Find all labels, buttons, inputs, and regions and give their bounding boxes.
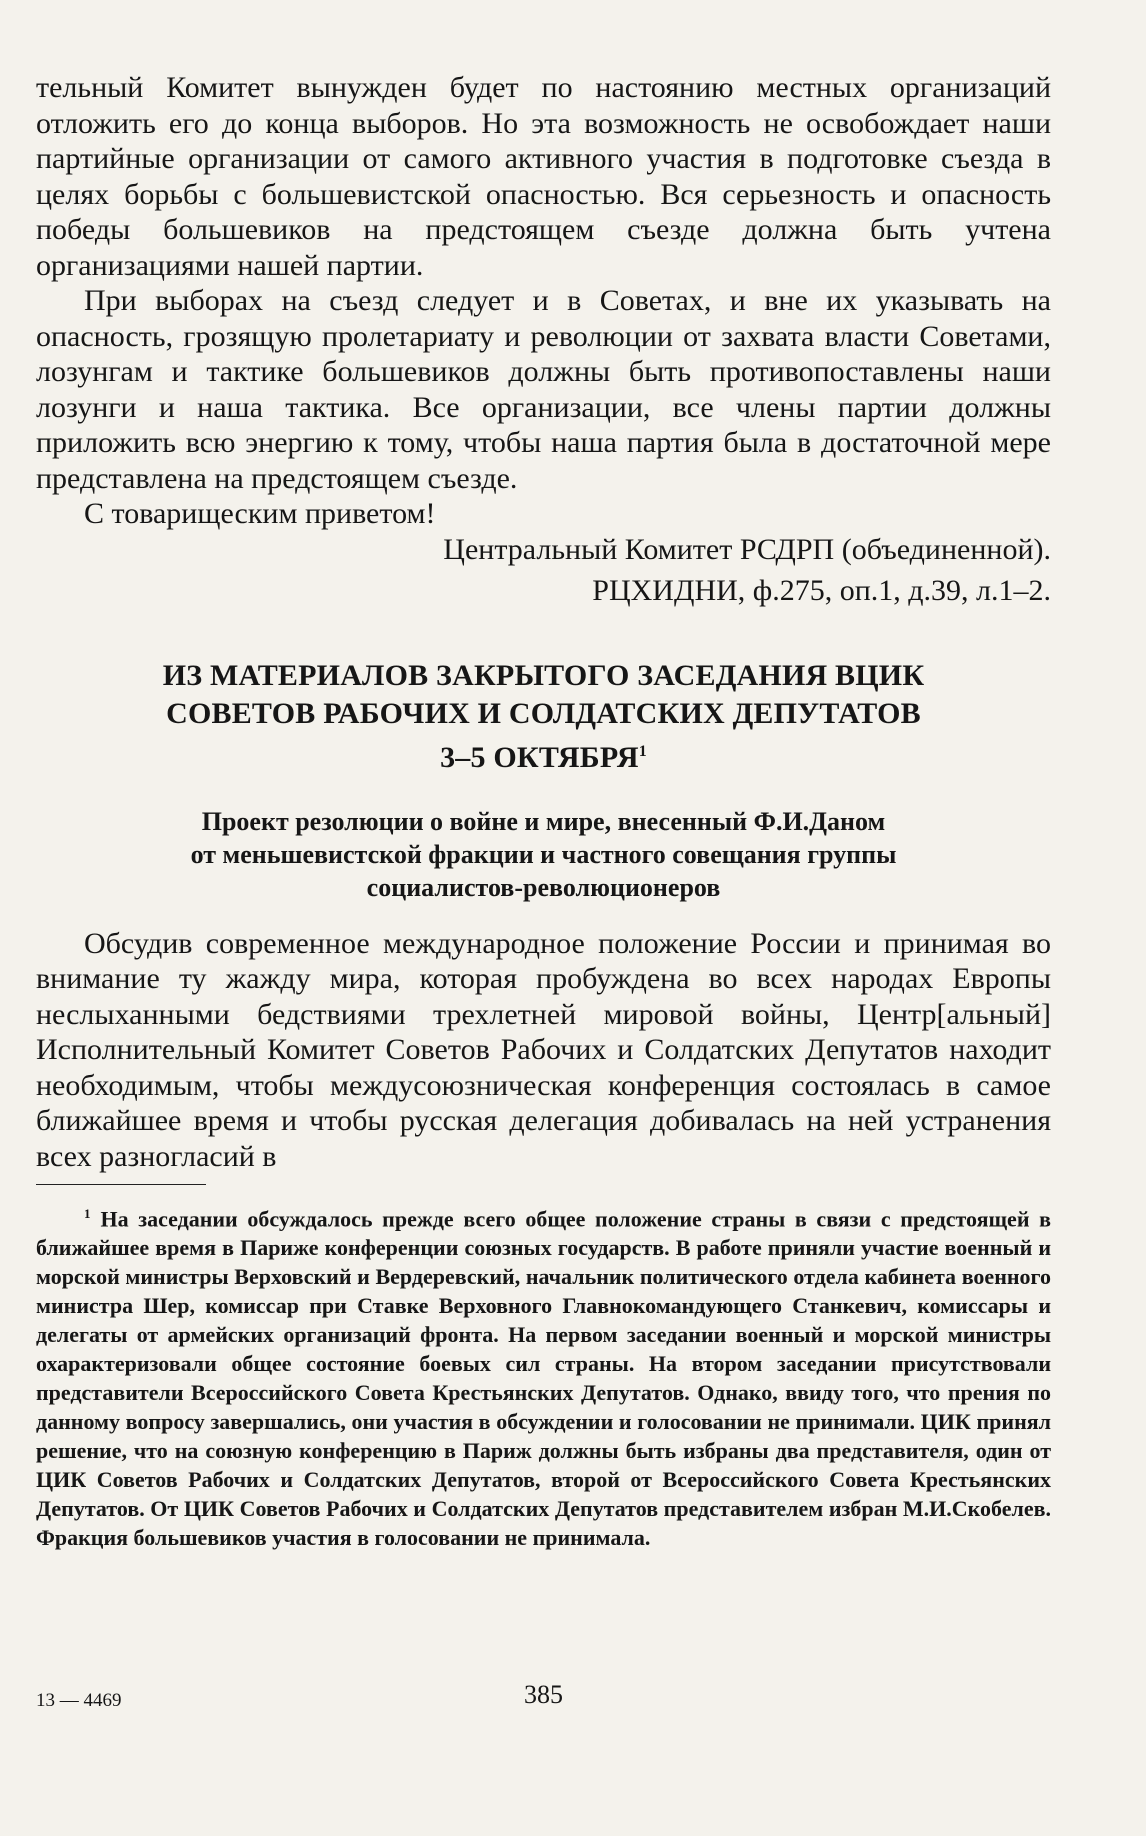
footnote-divider xyxy=(36,1184,206,1185)
printer-signature-code: 13 — 4469 xyxy=(36,1690,122,1711)
salutation: С товарищеским приветом! xyxy=(84,497,436,530)
subheading-line-1: Проект резолюции о войне и мире, внесенный Ф.И.Даном xyxy=(201,806,886,836)
elections-paragraph: При выборах на съезд следует и в Советах, и вне их указывать на опасность, грозящую пролетариату и революции от захвата власти Советами, лозунгам и тактике большевиков должны быть противопоставлены наши лозунги и наша тактика. Все организации, все члены партии должны приложить всю энергию к тому, чтобы наша партия была в достаточной мере представлена на предстоящем съезде. xyxy=(36,284,1051,495)
footnote-mark: 1 xyxy=(84,1206,91,1221)
footnote xyxy=(36,1199,1051,1552)
footnote-reference-mark[interactable]: 1 xyxy=(638,742,647,760)
resolution-paragraph: Обсудив современное международное положение России и принимая во внимание ту жажду мира, которая пробуждена во всех народах Европы неслыханными бедствиями трехлетней мировой войны, Центр[альный] Исполнительный Комитет Советов Рабочих и Солдатских Депутатов находит необходимым, чтобы междусоюзническая конференция состоялась в самое ближайшее время и чтобы русская делегация добивалась на ней устранения всех разногласий в xyxy=(36,926,1051,1173)
footnote-text: На заседании обсуждалось прежде всего общее положение страны в связи с предстоящей в ближайшее время в Париже конференции союзных государств. В работе приняли участие военный и морской министры Верховский и Вердеревский, начальник политического отдела кабинета военного министра Шер, комиссар при Ставке Верховного Главнокомандующего Станкевич, комиссары и делегаты от армейских организаций фронта. На первом заседании военный и морской министры охарактеризовали общее состояние боевых сил страны. На втором заседании присутствовали представители Всероссийского Совета Крестьянских Депутатов. Однако, ввиду того, что прения по данному вопросу завершались, они участия в обсуждении и голосовании не принимали. ЦИК принял решение, что на союзную конференцию в Париж должны быть избраны два представителя, один от ЦИК Советов Рабочих и Солдатских Депутатов, второй от Всероссийского Совета Крестьянских Депутатов. От ЦИК Советов Рабочих и Солдатских Депутатов представителем избран М.И.Скобелев. Фракция большевиков участия в голосовании не принимала. xyxy=(36,1206,1051,1551)
document-subheading xyxy=(36,805,1051,904)
archive-reference: РЦХИДНИ, ф.275, оп.1, д.39, л.1–2. xyxy=(592,574,1051,607)
subheading-line-2: от меньшевистской фракции и частного совещания группы xyxy=(190,839,897,869)
signature: Центральный Комитет РСДРП (объединенной). xyxy=(443,532,1051,566)
section-heading-line-1: ИЗ МАТЕРИАЛОВ ЗАКРЫТОГО ЗАСЕДАНИЯ ВЦИК xyxy=(162,658,925,692)
section-heading-line-2: СОВЕТОВ РАБОЧИХ И СОЛДАТСКИХ ДЕПУТАТОВ xyxy=(166,696,921,730)
section-heading-line-3 xyxy=(36,733,1051,777)
continuation-paragraph: тельный Комитет вынужден будет по настоянию местных организаций отложить его до конца выборов. Но эта возможность не освобождает наши партийные организации от самого активного участия в подготовке съезда в целях борьбы с большевистской опасностью. Вся серьезность и опасность победы большевиков на предстоящем съезде должна быть учтена организациями нашей партии. xyxy=(36,71,1051,282)
page-number: 385 xyxy=(524,1680,563,1709)
section-heading xyxy=(36,657,1051,777)
section-heading-dates: 3–5 ОКТЯБРЯ xyxy=(440,740,639,774)
page-footer xyxy=(36,1680,1051,1720)
subheading-line-3: социалистов-революционеров xyxy=(366,872,721,902)
